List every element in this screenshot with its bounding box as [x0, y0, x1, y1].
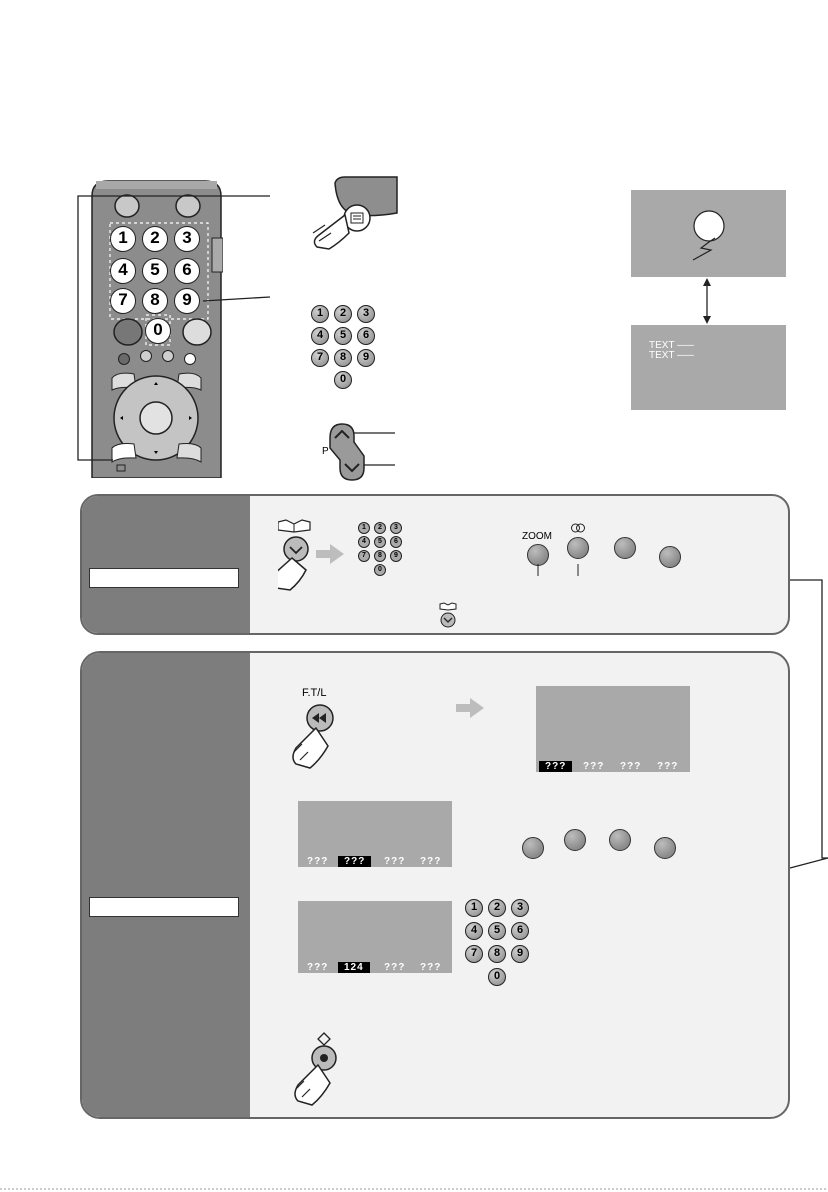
step-key-3: 3 — [357, 305, 375, 323]
tv-screen-picture — [631, 190, 786, 277]
s2-tab-3: ??? — [384, 856, 406, 867]
section-a-label-box — [89, 568, 239, 588]
page-button[interactable] — [567, 537, 589, 559]
a-key-4: 4 — [358, 536, 370, 548]
remote-key-7[interactable]: 7 — [110, 288, 136, 314]
step-key-7: 7 — [311, 349, 329, 367]
step-key-2: 2 — [334, 305, 352, 323]
step-key-8: 8 — [334, 349, 352, 367]
b-key-0: 0 — [488, 968, 506, 986]
zoom-label: ZOOM — [522, 531, 552, 542]
tv-screen-text — [631, 325, 786, 410]
s1-tab-4: ??? — [657, 761, 679, 772]
s2-tab-2: ??? — [338, 856, 371, 867]
b-key-6: 6 — [511, 922, 529, 940]
s3-tab-1: ??? — [307, 962, 329, 973]
step-key-5: 5 — [334, 327, 352, 345]
step-key-9: 9 — [357, 349, 375, 367]
b-key-2: 2 — [488, 899, 506, 917]
a-key-5: 5 — [374, 536, 386, 548]
color-button-3[interactable] — [614, 537, 636, 559]
a-key-1: 1 — [358, 522, 370, 534]
s1-tab-3: ??? — [620, 761, 642, 772]
s2-tab-1: ??? — [307, 856, 329, 867]
color-button-4[interactable] — [659, 546, 681, 568]
store-button-hand — [290, 1031, 350, 1109]
text-line-2: TEXT ––– — [649, 350, 694, 361]
a-key-0: 0 — [374, 564, 386, 576]
index-button-small-icon — [438, 602, 458, 630]
section-a-panel — [80, 494, 790, 635]
a-key-2: 2 — [374, 522, 386, 534]
remote-key-4[interactable]: 4 — [110, 258, 136, 284]
remote-key-6[interactable]: 6 — [174, 258, 200, 284]
b-key-3: 3 — [511, 899, 529, 917]
remote-key-2[interactable]: 2 — [142, 226, 168, 252]
fastext-screen-2 — [298, 801, 452, 867]
ftl-button-hand — [290, 702, 350, 778]
fastext-screen-1 — [536, 686, 690, 772]
text-line-1: TEXT ––– — [649, 340, 694, 351]
step-key-6: 6 — [357, 327, 375, 345]
remote-key-5[interactable]: 5 — [142, 258, 168, 284]
text-button-hand — [305, 173, 405, 253]
a-key-3: 3 — [390, 522, 402, 534]
yellow-button[interactable] — [609, 829, 631, 851]
a-key-9: 9 — [390, 550, 402, 562]
b-key-4: 4 — [465, 922, 483, 940]
a-key-6: 6 — [390, 536, 402, 548]
s1-tab-1: ??? — [539, 761, 572, 772]
a-key-8: 8 — [374, 550, 386, 562]
step-key-1: 1 — [311, 305, 329, 323]
s3-tab-2: 124 — [338, 962, 370, 973]
s2-tab-4: ??? — [420, 856, 442, 867]
program-rocker — [320, 420, 365, 482]
zoom-button[interactable] — [527, 544, 549, 566]
ftl-label: F.T/L — [302, 687, 327, 699]
step-key-4: 4 — [311, 327, 329, 345]
step-key-0: 0 — [334, 371, 352, 389]
b-key-1: 1 — [465, 899, 483, 917]
s3-tab-4: ??? — [420, 962, 442, 973]
s3-tab-3: ??? — [384, 962, 406, 973]
arrow-right-icon — [316, 544, 346, 564]
red-button[interactable] — [522, 837, 544, 859]
b-key-9: 9 — [511, 945, 529, 963]
b-key-5: 5 — [488, 922, 506, 940]
remote-key-8[interactable]: 8 — [142, 288, 168, 314]
blue-button[interactable] — [654, 837, 676, 859]
section-b-label-box — [89, 897, 239, 917]
s1-tab-2: ??? — [583, 761, 605, 772]
page-bottom-edge — [0, 1186, 828, 1192]
a-key-7: 7 — [358, 550, 370, 562]
page-hold-icon — [571, 522, 585, 534]
arrow-right-icon-2 — [456, 698, 486, 718]
green-button[interactable] — [564, 829, 586, 851]
b-key-7: 7 — [465, 945, 483, 963]
remote-key-3[interactable]: 3 — [174, 226, 200, 252]
fastext-screen-3 — [298, 901, 452, 973]
remote-key-0[interactable]: 0 — [145, 318, 171, 344]
program-label: P — [322, 446, 329, 457]
button-pointer-lines — [530, 564, 590, 586]
remote-key-1[interactable]: 1 — [110, 226, 136, 252]
b-key-8: 8 — [488, 945, 506, 963]
remote-key-9[interactable]: 9 — [174, 288, 200, 314]
